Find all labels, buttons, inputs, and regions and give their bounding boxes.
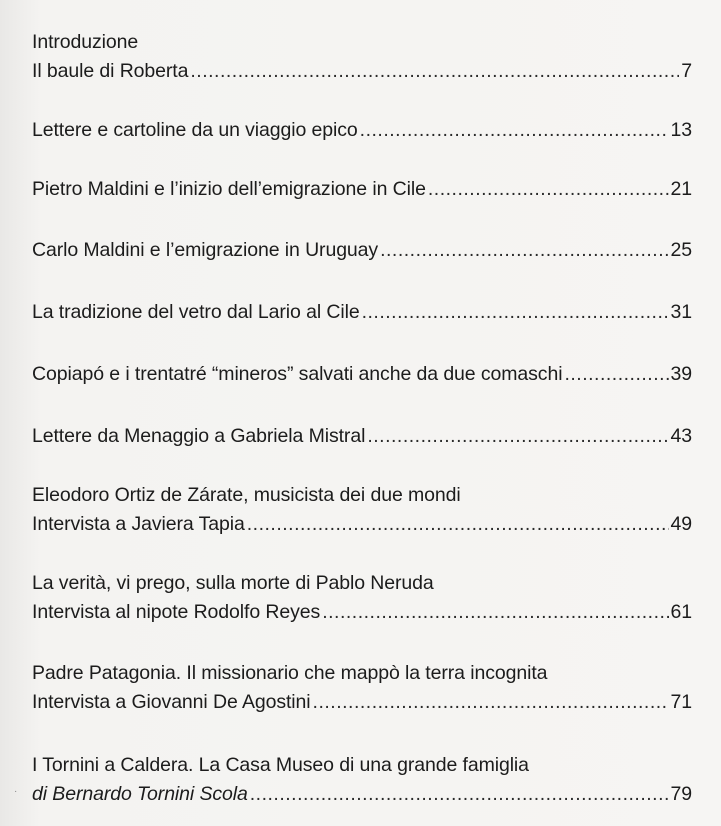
dot-leader [380, 236, 668, 265]
toc-title: Copiapó e i trentatré “mineros” salvati anche da due comaschi [32, 363, 563, 385]
toc-page-number: 79 [670, 783, 692, 805]
toc-title: I Tornini a Caldera. La Casa Museo di una grande famiglia [32, 754, 529, 776]
toc-line [32, 569, 692, 598]
dot-leader [360, 116, 669, 145]
toc-entry [32, 298, 692, 327]
toc-page-number: 25 [670, 239, 692, 261]
dot-leader [190, 57, 679, 86]
toc-page-number: 31 [670, 301, 692, 323]
toc-line [32, 298, 692, 327]
toc-page-number: 13 [670, 119, 692, 141]
toc-title: Eleodoro Ortiz de Zárate, musicista dei due mondi [32, 484, 461, 506]
toc-line [32, 510, 692, 539]
dot-leader [247, 510, 669, 539]
dot-leader [367, 422, 668, 451]
toc-title: Padre Patagonia. Il missionario che mappò la terra incognita [32, 662, 548, 684]
toc-line [32, 598, 692, 627]
toc-title: Lettere da Menaggio a Gabriela Mistral [32, 425, 366, 447]
toc-title: Lettere e cartoline da un viaggio epico [32, 119, 358, 141]
toc-line [32, 659, 692, 688]
toc-line [32, 116, 692, 145]
toc-line [32, 360, 692, 389]
toc-line [32, 236, 692, 265]
dot-leader [362, 298, 669, 327]
toc-title: La tradizione del vetro dal Lario al Cile [32, 301, 360, 323]
toc-title: Intervista a Javiera Tapia [32, 513, 245, 535]
dot-leader [313, 688, 669, 717]
toc-page-number: 49 [670, 513, 692, 535]
toc-page-number: 21 [670, 178, 692, 200]
toc-line [32, 481, 692, 510]
toc-title: Intervista al nipote Rodolfo Reyes [32, 601, 321, 623]
toc-line [32, 175, 692, 204]
toc-author: di Bernardo Tornini Scola [32, 783, 248, 805]
toc-entry [32, 659, 692, 717]
toc-page-number: 39 [670, 363, 692, 385]
toc-line [32, 28, 692, 57]
toc-title: Intervista a Giovanni De Agostini [32, 691, 311, 713]
dot-leader [250, 780, 669, 809]
toc-line [32, 688, 692, 717]
toc-title: Introduzione [32, 31, 139, 53]
toc-entry [32, 175, 692, 204]
toc-page-number: 43 [670, 425, 692, 447]
dot-leader [564, 360, 668, 389]
toc-line [32, 780, 692, 809]
toc-entry [32, 481, 692, 539]
toc-title: Pietro Maldini e l’inizio dell’emigrazione in Cile [32, 178, 426, 200]
toc-line [32, 751, 692, 780]
toc-entry [32, 236, 692, 265]
dot-leader [428, 175, 669, 204]
toc-entry [32, 569, 692, 627]
toc-entry [32, 116, 692, 145]
toc-title: Il baule di Roberta [32, 60, 189, 82]
toc-entry [32, 28, 692, 86]
toc-line [32, 57, 692, 86]
toc-entry [32, 422, 692, 451]
toc-entry [32, 360, 692, 389]
toc-page-number: 61 [670, 601, 692, 623]
toc-entry [32, 751, 692, 809]
toc-title: La verità, vi prego, sulla morte di Pablo Neruda [32, 572, 434, 594]
toc-page-number: 7 [681, 60, 692, 82]
toc-page-number: 71 [670, 691, 692, 713]
dot-leader [322, 598, 668, 627]
toc-title: Carlo Maldini e l’emigrazione in Uruguay [32, 239, 379, 261]
toc-line [32, 422, 692, 451]
page-speck: · [14, 786, 18, 797]
